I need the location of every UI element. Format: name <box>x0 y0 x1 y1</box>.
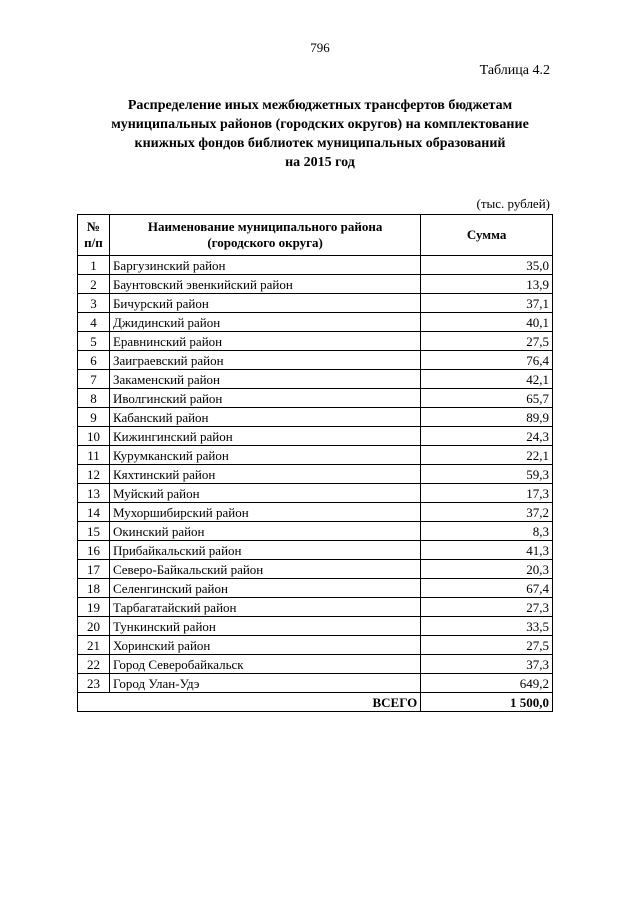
row-name: Прибайкальский район <box>109 541 420 560</box>
row-name: Окинский район <box>109 522 420 541</box>
table-row <box>78 446 553 465</box>
row-sum: 42,1 <box>421 370 553 389</box>
row-number: 22 <box>78 655 110 674</box>
row-name: Северо-Байкальский район <box>109 560 420 579</box>
row-name: Бичурский район <box>109 294 420 313</box>
row-name: Муйский район <box>109 484 420 503</box>
header-name-line1: Наименование муниципального района <box>147 219 383 234</box>
row-number: 1 <box>78 256 110 275</box>
row-name: Кяхтинский район <box>109 465 420 484</box>
table-row <box>78 256 553 275</box>
row-name: Курумканский район <box>109 446 420 465</box>
row-sum: 13,9 <box>421 275 553 294</box>
row-number: 8 <box>78 389 110 408</box>
table-row <box>78 541 553 560</box>
table-row <box>78 427 553 446</box>
header-number <box>78 215 110 256</box>
table-body <box>78 256 553 693</box>
row-number: 10 <box>78 427 110 446</box>
row-name: Мухоршибирский район <box>109 503 420 522</box>
row-number: 18 <box>78 579 110 598</box>
header-number-line2: п/п <box>84 235 103 250</box>
row-sum: 76,4 <box>421 351 553 370</box>
row-sum: 37,1 <box>421 294 553 313</box>
row-name: Баунтовский эвенкийский район <box>109 275 420 294</box>
row-name: Хоринский район <box>109 636 420 655</box>
title-line: муниципальных районов (городских округов) на комплектование <box>111 117 529 132</box>
row-sum: 65,7 <box>421 389 553 408</box>
row-sum: 27,5 <box>421 636 553 655</box>
table-row <box>78 313 553 332</box>
table-row <box>78 294 553 313</box>
table-row <box>78 275 553 294</box>
table-row <box>78 389 553 408</box>
row-number: 13 <box>78 484 110 503</box>
row-number: 12 <box>78 465 110 484</box>
row-sum: 649,2 <box>421 674 553 693</box>
row-sum: 17,3 <box>421 484 553 503</box>
row-number: 15 <box>78 522 110 541</box>
table-row <box>78 522 553 541</box>
table-row <box>78 351 553 370</box>
row-number: 16 <box>78 541 110 560</box>
row-number: 2 <box>78 275 110 294</box>
total-row <box>78 693 553 712</box>
total-label: ВСЕГО <box>78 693 421 712</box>
row-name: Кабанский район <box>109 408 420 427</box>
row-name: Джидинский район <box>109 313 420 332</box>
row-sum: 24,3 <box>421 427 553 446</box>
row-name: Еравнинский район <box>109 332 420 351</box>
table-header-row <box>78 215 553 256</box>
row-number: 7 <box>78 370 110 389</box>
row-sum: 59,3 <box>421 465 553 484</box>
row-number: 5 <box>78 332 110 351</box>
row-name: Баргузинский район <box>109 256 420 275</box>
table-row <box>78 484 553 503</box>
table-row <box>78 560 553 579</box>
row-number: 21 <box>78 636 110 655</box>
table-row <box>78 370 553 389</box>
row-number: 9 <box>78 408 110 427</box>
table-row <box>78 408 553 427</box>
row-sum: 41,3 <box>421 541 553 560</box>
row-sum: 89,9 <box>421 408 553 427</box>
row-sum: 8,3 <box>421 522 553 541</box>
title-line: Распределение иных межбюджетных трансфертов бюджетам <box>127 98 513 113</box>
units-note: (тыс. рублей) <box>476 196 550 211</box>
row-name: Иволгинский район <box>109 389 420 408</box>
header-sum: Сумма <box>421 215 553 256</box>
row-number: 4 <box>78 313 110 332</box>
row-name: Кижингинский район <box>109 427 420 446</box>
table-row <box>78 503 553 522</box>
row-number: 19 <box>78 598 110 617</box>
table-row <box>78 674 553 693</box>
table-row <box>78 598 553 617</box>
row-number: 6 <box>78 351 110 370</box>
row-name: Тункинский район <box>109 617 420 636</box>
table-label: Таблица 4.2 <box>479 63 550 78</box>
row-number: 23 <box>78 674 110 693</box>
title-line: книжных фондов библиотек муниципальных образований <box>134 136 506 151</box>
row-number: 17 <box>78 560 110 579</box>
row-sum: 67,4 <box>421 579 553 598</box>
row-sum: 33,5 <box>421 617 553 636</box>
table-row <box>78 579 553 598</box>
table-row <box>78 332 553 351</box>
row-sum: 37,2 <box>421 503 553 522</box>
row-name: Заиграевский район <box>109 351 420 370</box>
total-sum: 1 500,0 <box>421 693 553 712</box>
row-name: Тарбагатайский район <box>109 598 420 617</box>
row-sum: 27,3 <box>421 598 553 617</box>
row-sum: 35,0 <box>421 256 553 275</box>
row-number: 20 <box>78 617 110 636</box>
row-sum: 27,5 <box>421 332 553 351</box>
header-name <box>109 215 420 256</box>
table-row <box>78 636 553 655</box>
page-number: 796 <box>310 40 330 55</box>
title-line: на 2015 год <box>285 155 355 170</box>
table-row <box>78 465 553 484</box>
row-name: Город Северобайкальск <box>109 655 420 674</box>
document-title <box>80 96 560 172</box>
header-name-line2: (городского округа) <box>207 235 323 250</box>
row-sum: 37,3 <box>421 655 553 674</box>
row-sum: 40,1 <box>421 313 553 332</box>
row-number: 14 <box>78 503 110 522</box>
table-row <box>78 655 553 674</box>
row-number: 11 <box>78 446 110 465</box>
row-number: 3 <box>78 294 110 313</box>
row-name: Город Улан-Удэ <box>109 674 420 693</box>
row-name: Селенгинский район <box>109 579 420 598</box>
row-sum: 22,1 <box>421 446 553 465</box>
row-name: Закаменский район <box>109 370 420 389</box>
row-sum: 20,3 <box>421 560 553 579</box>
allocation-table <box>77 214 553 712</box>
header-number-line1: № <box>86 219 101 234</box>
table-row <box>78 617 553 636</box>
